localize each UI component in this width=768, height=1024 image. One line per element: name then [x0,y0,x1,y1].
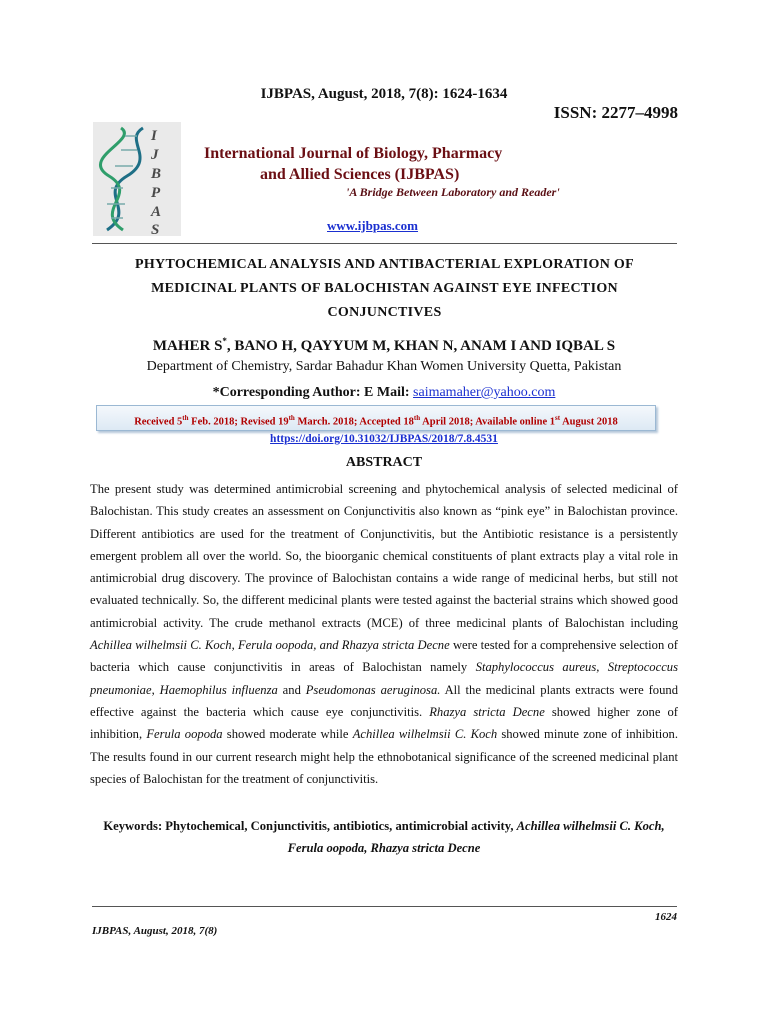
corresponding-email-link[interactable]: saimamaher@yahoo.com [413,385,556,400]
date-suffix: th [182,414,189,422]
author-first: MAHER S [152,338,223,354]
page-number: 1624 [655,911,677,923]
bacteria-name: Haemophilus influenza [159,682,278,697]
issn: ISSN: 2277–4998 [553,103,678,122]
abstract-text: , [151,682,160,697]
species-name: Achillea wilhelmsii C. Koch [352,727,498,742]
keywords-label: Keywords: Phytochemical, Conjunctivitis, antibiotics, antimicrobial activity, [103,819,517,833]
abstract-text: The present study was determined antimicrobial screening and phytochemical analysis of selected medicinal of Balochistan. This study creates an assessment on Conjunctivitis also known as “pink eye” in Balochistan province. Different antibiotics are used for the treatment of Conjunctivitis, but the Antibiotic resistance is a persistently emergent problem all over the world. So, the bioorganic chemical constituents of plant extracts play a vital role in antimicrobial drug discovery. The province of Balochistan contains a wide range of medicinal herbs, but still not evaluated technically. So, the different medicinal plants were tested against the bacterial strains which showed good antimicrobial activity. The crude methanol extracts (MCE) of three medicinal plants of Balochistan including [90,482,678,630]
date-suffix: th [413,414,421,422]
journal-tagline: 'A Bridge Between Laboratory and Reader' [346,185,560,199]
article-dates-box [96,405,656,431]
journal-website-link[interactable]: www.ijbpas.com [327,218,419,233]
footer-divider [92,906,677,907]
logo-letter: A [151,204,162,220]
logo-letter: B [151,166,162,182]
title-line: CONJUNCTIVES [327,305,442,320]
title-line: MEDICINAL PLANTS OF BALOCHISTAN AGAINST EYE INFECTION [151,281,618,296]
received-date: Received 5 [134,416,183,428]
corresponding-label: *Corresponding Author: E Mail: [212,385,414,400]
affiliation: Department of Chemistry, Sardar Bahadur Khan Women University Quetta, Pakistan [146,359,622,374]
journal-name [204,143,502,185]
journal-logo [93,122,181,236]
abstract-heading: ABSTRACT [345,455,423,470]
keywords-species: Achillea wilhelmsii C. Koch, Ferula oopoda, Rhazya stricta Decne [287,819,665,856]
journal-citation: IJBPAS, August, 2018, 7(8): 1624-1634 [260,86,508,102]
species-name: Ferula oopoda [146,727,223,742]
author-list [0,336,768,355]
corresponding-mark: * [222,336,227,346]
corresponding-author [0,385,768,401]
bacteria-names: Staphylococcus aureus, Streptococcus pneumoniae [90,660,678,697]
online-date: April 2018; Available online 1 [420,416,555,428]
abstract-text: and [277,682,306,697]
abstract-text: showed moderate while [222,727,353,742]
logo-letter: S [151,222,160,236]
abstract-text: showed minute zone of inhibition. The results found in our current research might help the ethnobotanical significance of the screened medicinal plant species of Balochistan for the treatment of conjunctivitis. [90,727,678,786]
logo-letter: J [151,147,159,163]
abstract-text: showed higher zone of inhibition, [90,704,678,742]
abstract-text: were tested for a comprehensive selection of bacteria which cause conjunctivitis in areas of Balochistan namely [90,638,678,675]
bacteria-name: Pseudomonas aeruginosa. [305,682,441,697]
title-line: PHYTOCHEMICAL ANALYSIS AND ANTIBACTERIAL EXPLORATION OF [135,257,634,272]
species-names: Achillea wilhelmsii C. Koch, Ferula oopoda, and Rhazya stricta Decne [90,638,450,653]
footer-citation: IJBPAS, August, 2018, 7(8) [92,925,218,937]
abstract-body [90,478,678,790]
journal-name-line-2: and Allied Sciences (IJBPAS) [260,166,460,183]
journal-name-line-1: International Journal of Biology, Pharmacy [204,145,503,162]
authors-rest: , BANO H, QAYYUM M, KHAN N, ANAM I AND IQBAL S [226,338,616,354]
logo-letter: I [151,128,157,144]
logo-letter: P [151,185,161,201]
abstract-text: All the medicinal plants extracts were found effective against the bacteria which cause eye conjunctivitis. [90,682,678,719]
date-suffix: th [288,414,295,422]
species-name: Rhazya stricta Decne [429,704,545,719]
header-divider [92,243,677,244]
keywords [90,815,678,860]
article-title [92,253,677,325]
revised-date: Feb. 2018; Revised 19 [188,416,289,428]
date-suffix: st [554,414,561,422]
online-date-rest: August 2018 [560,416,618,428]
accepted-date: March. 2018; Accepted 18 [294,416,414,428]
doi-link[interactable]: https://doi.org/10.31032/IJBPAS/2018/7.8.4531 [270,433,498,445]
